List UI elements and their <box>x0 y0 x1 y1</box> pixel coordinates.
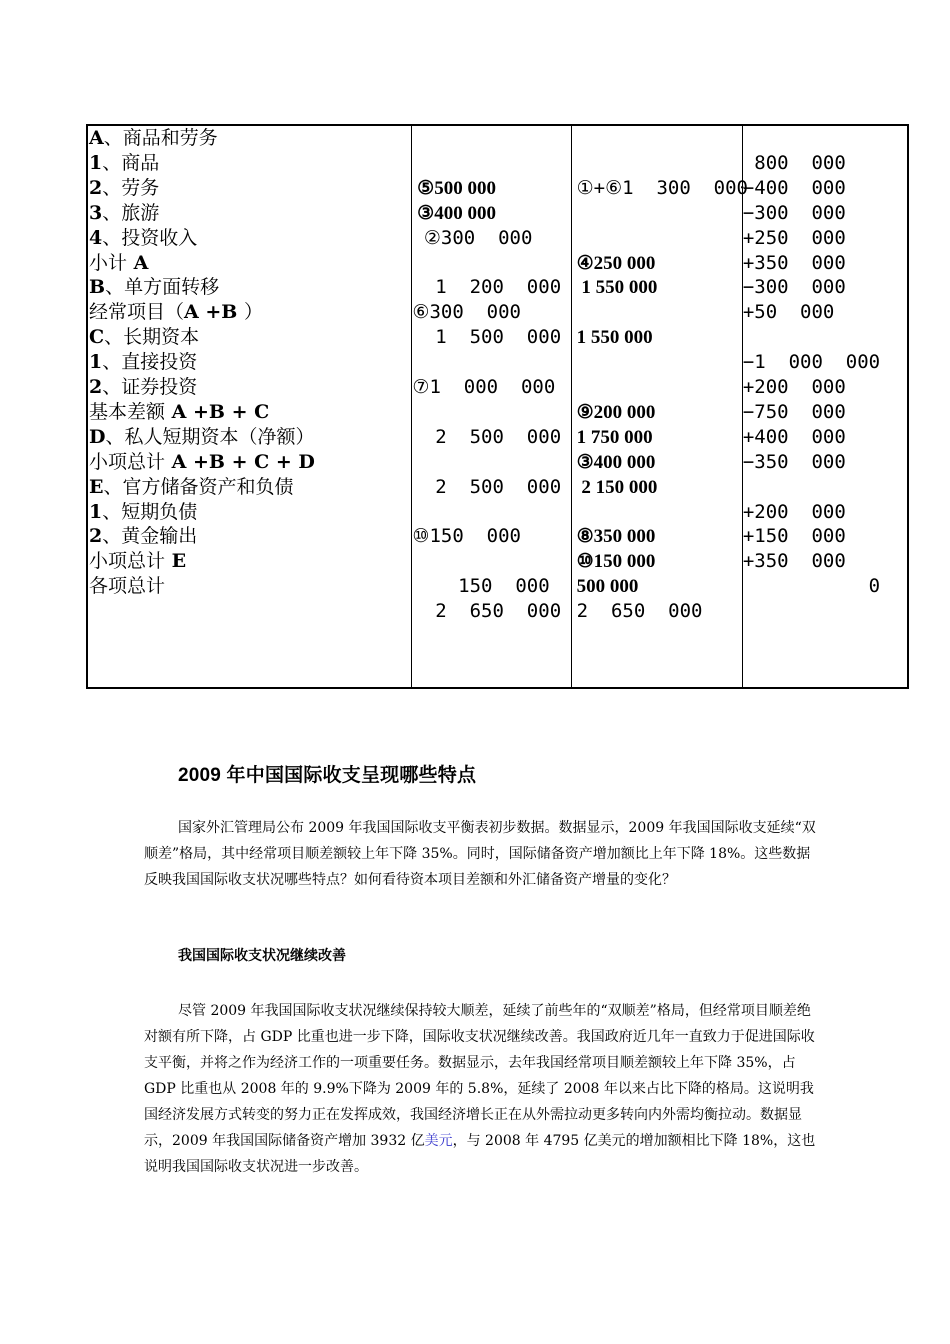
table-row-label: E、官方储备资产和负债 <box>89 475 294 498</box>
table-cell-col2: 2 650 000 <box>412 600 562 623</box>
table-cell-col3: ③400 000 <box>576 451 656 473</box>
table-cell-col4: +50 000 <box>742 301 835 324</box>
table-cell-col3: 1 550 000 <box>576 327 653 349</box>
table-row-label: C、长期资本 <box>89 326 200 349</box>
table-col-2 <box>411 126 570 687</box>
table-cell-col4: 800 000 <box>742 151 846 174</box>
table-cell-col2: ③400 000 <box>412 202 496 224</box>
table-cell-col3: ⑨200 000 <box>576 401 656 423</box>
table-cell-col4: +350 000 <box>742 251 846 274</box>
article-title: 2009 年中国国际收支呈现哪些特点 <box>178 765 477 786</box>
paragraph-2-text-b: ，与 2008 年 4795 亿美元的增加额相比下降 18%，这也说明我国国际收支状况进一步改善。 <box>144 1133 816 1175</box>
section-subheading: 我国国际收支状况继续改善 <box>178 947 346 963</box>
table-col-balance <box>742 126 907 687</box>
table-row-label: 4、投资收入 <box>89 226 198 249</box>
table-cell-col2: 1 500 000 <box>412 326 562 349</box>
table-row-label: 小项总计 E <box>89 550 187 573</box>
table-row-label: B、单方面转移 <box>89 276 220 299</box>
table-cell-col3: ④250 000 <box>576 252 656 274</box>
balance-of-payments-table <box>86 124 909 689</box>
table-cell-col3: 500 000 <box>576 576 639 598</box>
table-row-label: 3、旅游 <box>89 201 160 224</box>
table-cell-col4: +350 000 <box>742 550 846 573</box>
table-cell-col2: ⑥300 000 <box>412 301 521 324</box>
table-cell-col2: ⑦1 000 000 <box>412 376 556 398</box>
table-cell-col3: ⑧350 000 <box>576 526 656 548</box>
table-cell-col4: +150 000 <box>742 525 846 548</box>
table-row-label: D、私人短期资本（净额） <box>89 425 315 448</box>
table-cell-col4: −350 000 <box>742 450 846 473</box>
table-cell-col4: +250 000 <box>742 226 846 249</box>
table-col-3 <box>571 126 748 687</box>
table-cell-col4: −300 000 <box>742 201 846 224</box>
table-row-label: 各项总计 <box>89 575 166 598</box>
table-row-label: 小项总计 A +B + C + D <box>89 450 315 473</box>
table-cell-col4: −400 000 <box>742 176 846 199</box>
table-row-label: 2、黄金输出 <box>89 525 198 548</box>
table-row-label: 经常项目（A +B ） <box>89 301 263 324</box>
table-cell-col3: 1 750 000 <box>576 426 653 448</box>
table-cell-col4: +400 000 <box>742 425 846 448</box>
table-row-label: 基本差额 A +B + C <box>89 400 270 423</box>
table-cell-col4: −750 000 <box>742 400 846 423</box>
table-cell-col2: 2 500 000 <box>412 425 562 448</box>
table-cell-col3: ⑩150 000 <box>576 551 656 573</box>
table-cell-col2: 2 500 000 <box>412 475 562 498</box>
dollar-link[interactable]: 美元 <box>424 1133 453 1149</box>
table-cell-col4: 0 <box>742 575 881 598</box>
table-cell-col2: ⑤500 000 <box>412 177 496 199</box>
paragraph-2-text-a: 尽管 2009 年我国国际收支状况继续保持较大顺差，延续了前些年的“双顺差”格局，但经常项目顺差绝对额有所下降，占 GDP 比重也进一步下降，国际收支状况继续改善。我国政府近几年一直致力于促进国际收支平衡，并将之作为经济工作的一项重要任务。数据显示，去年我国经常项目顺差额较上年下降 35%，占 GDP 比重也从 2008 年的 9.9%下降为 2009 年的 5.8%，延续了 2008 年以来占比下降的格局。这说明我国经济发展方式转变的努力正在发挥成效，我国经济增长正在从外需拉动更多转向内外需均衡拉动。数据显示，2009 年我国国际储备资产增加 3932 亿 <box>144 1003 815 1149</box>
table-row-label: A、商品和劳务 <box>89 127 218 149</box>
table-cell-col2: 150 000 <box>412 575 550 598</box>
table-cell-col4: −1 000 000 <box>742 351 881 374</box>
table-cell-col4: −300 000 <box>742 276 846 299</box>
table-cell-col4: +200 000 <box>742 500 846 523</box>
table-cell-col3: 1 550 000 <box>576 277 658 299</box>
table-col-items <box>88 126 411 687</box>
table-row-label: 1、直接投资 <box>89 351 198 374</box>
table-cell-col3: ①+⑥1 300 000 <box>576 176 748 199</box>
table-row-label: 小计 A <box>89 251 149 274</box>
table-row-label: 1、商品 <box>89 151 160 174</box>
article-paragraph-2 <box>144 998 824 1180</box>
table-cell-col2: ②300 000 <box>412 226 533 249</box>
table-row-label: 1、短期负债 <box>89 500 198 523</box>
table-cell-col4: +200 000 <box>742 376 846 398</box>
table-cell-col2: ⑩150 000 <box>412 525 521 548</box>
table-cell-col2: 1 200 000 <box>412 276 562 299</box>
table-cell-col3: 2 150 000 <box>576 476 658 498</box>
table-row-label: 2、劳务 <box>89 176 160 199</box>
table-row-label: 2、证券投资 <box>89 376 198 398</box>
article-paragraph-1: 国家外汇管理局公布 2009 年我国国际收支平衡表初步数据。数据显示，2009 年我国国际收支延续“双顺差”格局，其中经常项目顺差额较上年下降 35%。同时，国际储备资产增加额比上年下降 18%。这些数据反映我国国际收支状况哪些特点？如何看待资本项目差额和外汇储备资产增量的变化？ <box>144 820 816 888</box>
table-cell-col3: 2 650 000 <box>576 600 703 623</box>
